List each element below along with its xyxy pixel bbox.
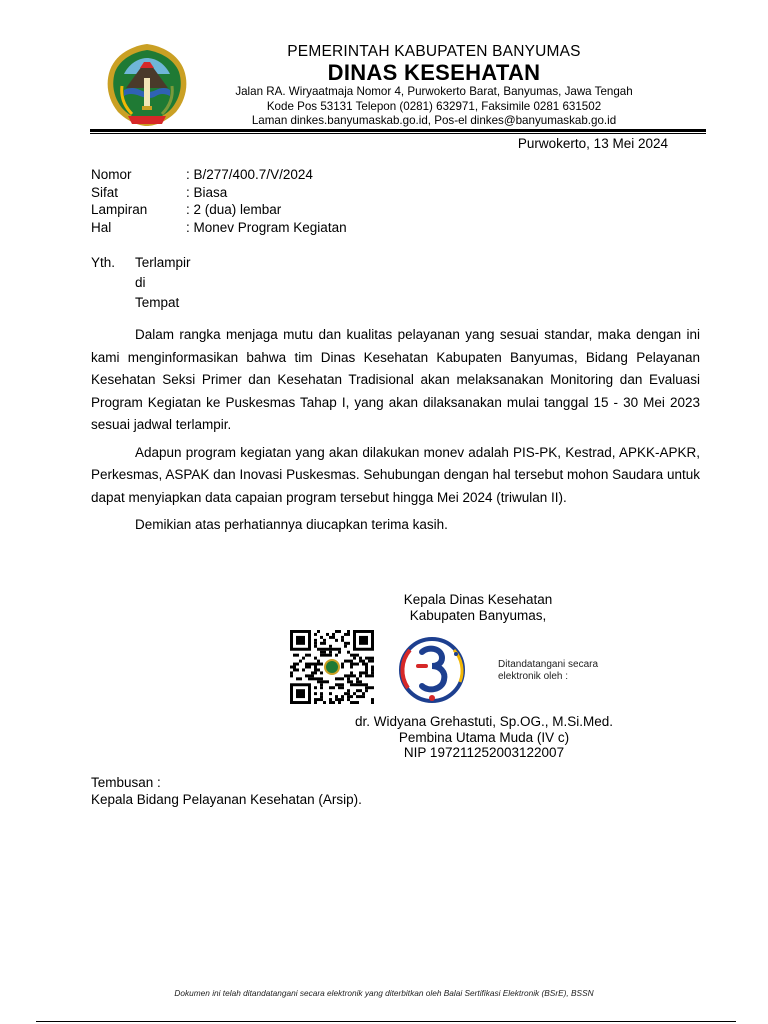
meta-value: : Monev Program Kegiatan bbox=[186, 219, 347, 235]
body-paragraph-2: Adapun program kegiatan yang akan dilakukan monev adalah PIS-PK, Kestrad, APKK-APKR, Perkesmas, ASPAK dan Inovasi Puskesmas. Sehubungan dengan hal tersebut mohon Saudara untuk dapat menyiapkan data capaian program tersebut hingga Mei 2024 (triwulan II). bbox=[91, 444, 700, 505]
meta-row-nature bbox=[91, 184, 347, 202]
signer-info bbox=[336, 714, 632, 761]
recipient-line-1: Terlampir bbox=[135, 255, 191, 270]
esign-note-line-1: Ditandatangani secara bbox=[498, 659, 599, 670]
address-line-1: Jalan RA. Wiryaatmaja Nomor 4, Purwokerto Barat, Banyumas, Jawa Tengah bbox=[235, 85, 633, 98]
letterhead bbox=[210, 43, 658, 129]
office-name: DINAS KESEHATAN bbox=[327, 60, 541, 85]
body-paragraph-1: Dalam rangka menjaga mutu dan kualitas pelayanan yang sesuai standar, maka dengan ini kami menginformasikan bahwa tim Dinas Kesehatan Kabupaten Banyumas, Bidang Pelayanan Kesehatan Seksi Primer dan Kesehatan Tradisional akan melaksanakan Monitoring dan Evaluasi Program Kegiatan ke Puskesmas Tahap I, yang akan dilaksanakan mulai tanggal 15 - 30 Mei 2023 sesuai jadwal terlampir. bbox=[91, 327, 700, 432]
cc-item: Kepala Bidang Pelayanan Kesehatan (Arsip). bbox=[91, 792, 362, 807]
body-paragraph-3: Demikian atas perhatiannya diucapkan terima kasih. bbox=[135, 517, 448, 532]
footer-note: Dokumen ini telah ditandatangani secara elektronik yang diterbitkan oleh Balai Sertifikasi Elektronik (BSrE), BSSN bbox=[174, 988, 594, 998]
meta-label: Sifat bbox=[91, 184, 119, 200]
footer-divider bbox=[36, 1021, 736, 1022]
signer-nip: NIP 197211252003122007 bbox=[403, 745, 565, 760]
address-line-2: Kode Pos 53131 Telepon (0281) 632971, Faksimile 0281 631502 bbox=[266, 99, 602, 113]
signer-name: dr. Widyana Grehastuti, Sp.OG., M.Si.Med. bbox=[354, 714, 614, 729]
esign-note-line-2: elektronik oleh : bbox=[498, 671, 569, 682]
recipient-line-3: Tempat bbox=[135, 295, 180, 310]
address-line-3: Laman dinkes.banyumaskab.go.id, Pos-el dinkes@banyumaskab.go.id bbox=[251, 114, 617, 127]
signatory-title-line-2: Kabupaten Banyumas, bbox=[409, 608, 547, 623]
cc-label: Tembusan : bbox=[91, 775, 161, 790]
bsre-seal-icon bbox=[398, 630, 496, 708]
regency-coat-of-arms-icon bbox=[102, 40, 192, 130]
government-name: PEMERINTAH KABUPATEN BANYUMAS bbox=[287, 43, 581, 60]
meta-row-subject bbox=[91, 219, 347, 237]
qr-code-icon bbox=[290, 630, 374, 704]
meta-label: Lampiran bbox=[91, 202, 148, 217]
meta-value: : Biasa bbox=[186, 184, 228, 200]
letter-meta bbox=[91, 166, 347, 236]
esign-note bbox=[498, 659, 598, 683]
meta-label: Hal bbox=[91, 219, 112, 235]
meta-row-number bbox=[91, 166, 347, 184]
signer-rank: Pembina Utama Muda (IV c) bbox=[398, 729, 570, 745]
signatory-title bbox=[380, 592, 576, 624]
meta-label: Nomor bbox=[91, 167, 132, 182]
meta-value: : B/277/400.7/V/2024 bbox=[186, 167, 313, 182]
carbon-copy bbox=[91, 774, 362, 808]
recipient-salutation: Yth. bbox=[91, 255, 116, 270]
meta-value: : 2 (dua) lembar bbox=[186, 202, 282, 217]
signatory-title-line-1: Kepala Dinas Kesehatan bbox=[403, 592, 553, 607]
letterhead-divider-thin bbox=[90, 133, 706, 134]
meta-row-attachment bbox=[91, 201, 347, 219]
letter-body bbox=[91, 324, 700, 542]
letterhead-divider bbox=[90, 129, 706, 132]
recipient-line-2: di bbox=[135, 275, 146, 290]
letter-date: Purwokerto, 13 Mei 2024 bbox=[517, 136, 668, 151]
recipient-block bbox=[91, 253, 191, 313]
